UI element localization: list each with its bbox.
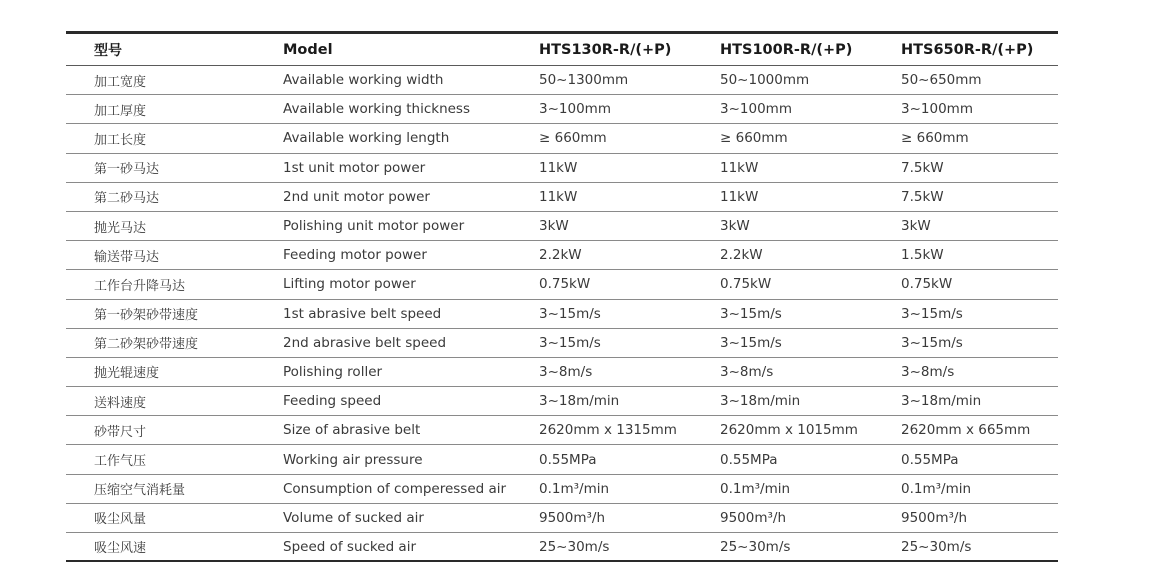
en-label: Polishing roller [283, 363, 383, 380]
model-3-value: ≥ 660mm [901, 130, 969, 147]
en-label: Available working thickness [283, 101, 471, 118]
model-3-value: 9500m³/h [901, 509, 968, 526]
model-1-value: 50~1300mm [539, 72, 629, 89]
model-2-value: 50~1000mm [720, 72, 810, 89]
table-row [66, 533, 1058, 562]
table-row [66, 300, 1058, 329]
en-label: Available working width [283, 72, 444, 89]
model-1-value: 3~15m/s [539, 305, 601, 322]
model-1-value: 2620mm x 1315mm [539, 422, 677, 439]
model-3-value: 3~18m/min [901, 393, 982, 410]
model-2-value: 0.55MPa [720, 451, 778, 468]
en-label: 1st unit motor power [283, 159, 426, 176]
model-3-value: 2620mm x 665mm [901, 422, 1031, 439]
cn-label: 送料速度 [94, 395, 147, 411]
model-3-value: 7.5kW [901, 188, 944, 205]
table-row [66, 416, 1058, 445]
table-row [66, 183, 1058, 212]
cn-label: 吸尘风速 [94, 541, 147, 557]
header-cn-model: 型号 [94, 42, 122, 59]
cn-label: 加工长度 [94, 132, 147, 148]
model-2-value: 2.2kW [720, 247, 763, 264]
model-1-value: 3kW [539, 218, 569, 235]
model-3-value: 1.5kW [901, 247, 944, 264]
cn-label: 第二砂马达 [94, 191, 160, 207]
model-1-value: 0.1m³/min [539, 480, 610, 497]
header-model-3: HTS650R-R/(+P) [901, 41, 1034, 58]
table-row [66, 212, 1058, 241]
en-label: Size of abrasive belt [283, 422, 421, 439]
cn-label: 抛光辊速度 [94, 366, 160, 382]
table-row [66, 95, 1058, 124]
cn-label: 加工厚度 [94, 103, 147, 119]
spec-table [66, 31, 1058, 562]
cn-label: 砂带尺寸 [94, 424, 147, 440]
en-label: Speed of sucked air [283, 538, 417, 555]
model-1-value: 3~18m/min [539, 393, 620, 410]
table-row [66, 124, 1058, 153]
model-3-value: 50~650mm [901, 72, 982, 89]
model-3-value: 7.5kW [901, 159, 944, 176]
table-row [66, 270, 1058, 299]
model-3-value: 0.75kW [901, 276, 953, 293]
header-model-1: HTS130R-R/(+P) [539, 41, 672, 58]
cn-label: 吸尘风量 [94, 512, 147, 528]
model-2-value: 11kW [720, 188, 759, 205]
en-label: Working air pressure [283, 451, 423, 468]
cn-label: 压缩空气消耗量 [94, 483, 186, 499]
cn-label: 抛光马达 [94, 220, 147, 236]
model-2-value: 3~100mm [720, 101, 792, 118]
model-1-value: 25~30m/s [539, 538, 610, 555]
model-1-value: 3~15m/s [539, 334, 601, 351]
model-2-value: 2620mm x 1015mm [720, 422, 858, 439]
model-2-value: 3~15m/s [720, 305, 782, 322]
en-label: Feeding speed [283, 393, 382, 410]
table-row [66, 475, 1058, 504]
model-1-value: ≥ 660mm [539, 130, 607, 147]
model-3-value: 3~100mm [901, 101, 973, 118]
en-label: 2nd abrasive belt speed [283, 334, 447, 351]
model-3-value: 0.55MPa [901, 451, 959, 468]
en-label: Volume of sucked air [283, 509, 424, 526]
model-2-value: ≥ 660mm [720, 130, 788, 147]
table-body [66, 66, 1058, 562]
cn-label: 第二砂架砂带速度 [94, 337, 199, 353]
cn-label: 第一砂架砂带速度 [94, 308, 199, 324]
model-3-value: 3~15m/s [901, 334, 963, 351]
table-row [66, 504, 1058, 533]
model-3-value: 3kW [901, 218, 931, 235]
en-label: Available working length [283, 130, 450, 147]
model-2-value: 25~30m/s [720, 538, 791, 555]
table-header-row [66, 34, 1058, 66]
cn-label: 加工宽度 [94, 74, 147, 90]
cn-label: 输送带马达 [94, 249, 160, 265]
model-1-value: 9500m³/h [539, 509, 606, 526]
table-row [66, 445, 1058, 474]
model-3-value: 25~30m/s [901, 538, 972, 555]
en-label: Polishing unit motor power [283, 218, 465, 235]
cn-label: 第一砂马达 [94, 162, 160, 178]
model-2-value: 3~15m/s [720, 334, 782, 351]
model-2-value: 3kW [720, 218, 750, 235]
model-1-value: 0.55MPa [539, 451, 597, 468]
en-label: Feeding motor power [283, 247, 427, 264]
model-2-value: 11kW [720, 159, 759, 176]
table-row [66, 66, 1058, 95]
table-row [66, 329, 1058, 358]
en-label: Consumption of comperessed air [283, 480, 507, 497]
header-model-2: HTS100R-R/(+P) [720, 41, 853, 58]
cn-label: 工作台升降马达 [94, 278, 186, 294]
en-label: 2nd unit motor power [283, 188, 430, 205]
model-1-value: 3~100mm [539, 101, 611, 118]
model-3-value: 3~8m/s [901, 363, 955, 380]
model-1-value: 11kW [539, 188, 578, 205]
model-3-value: 0.1m³/min [901, 480, 972, 497]
model-1-value: 2.2kW [539, 247, 582, 264]
model-2-value: 3~18m/min [720, 393, 801, 410]
model-2-value: 3~8m/s [720, 363, 774, 380]
table-row [66, 154, 1058, 183]
cn-label: 工作气压 [94, 454, 147, 470]
model-3-value: 3~15m/s [901, 305, 963, 322]
model-1-value: 0.75kW [539, 276, 591, 293]
model-2-value: 0.1m³/min [720, 480, 791, 497]
model-1-value: 3~8m/s [539, 363, 593, 380]
model-1-value: 11kW [539, 159, 578, 176]
model-2-value: 0.75kW [720, 276, 772, 293]
table-row [66, 387, 1058, 416]
header-en-model: Model [283, 41, 333, 58]
model-2-value: 9500m³/h [720, 509, 787, 526]
table-row [66, 241, 1058, 270]
en-label: Lifting motor power [283, 276, 416, 293]
en-label: 1st abrasive belt speed [283, 305, 442, 322]
table-row [66, 358, 1058, 387]
